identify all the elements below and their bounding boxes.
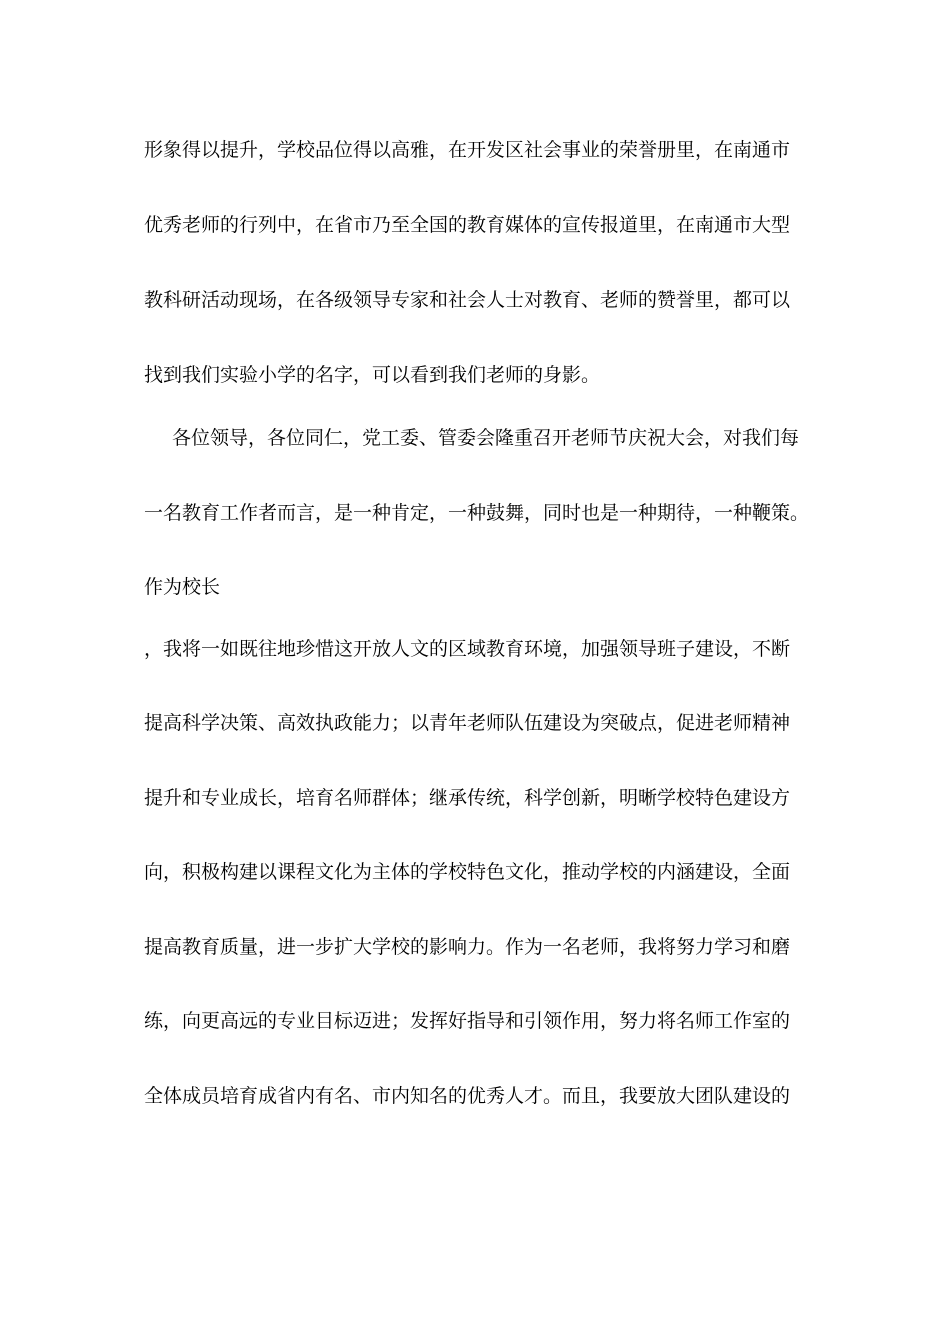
text-line: 提高科学决策、高效执政能力；以青年老师队伍建设为突破点，促进老师精神 <box>144 712 791 734</box>
text-line: 找到我们实验小学的名字，可以看到我们老师的身影。 <box>144 364 601 386</box>
text-line: 作为校长 <box>144 576 221 598</box>
text-line: 练，向更高远的专业目标迈进；发挥好指导和引领作用，努力将名师工作室的 <box>144 1010 791 1032</box>
text-line: 全体成员培育成省内有名、市内知名的优秀人才。而且，我要放大团队建设的 <box>144 1085 791 1107</box>
text-line: 向，积极构建以课程文化为主体的学校特色文化，推动学校的内涵建设，全面 <box>144 861 791 883</box>
text-line: 优秀老师的行列中，在省市乃至全国的教育媒体的宣传报道里，在南通市大型 <box>144 214 791 236</box>
text-line: 提高教育质量，进一步扩大学校的影响力。作为一名老师，我将努力学习和磨 <box>144 936 791 958</box>
paragraph-first-line: 各位领导，各位同仁，党工委、管委会隆重召开老师节庆祝大会，对我们每 <box>172 427 800 449</box>
text-line: ，我将一如既往地珍惜这开放人文的区域教育环境，加强领导班子建设，不断 <box>144 638 791 660</box>
text-line: 形象得以提升，学校品位得以高雅，在开发区社会事业的荣誉册里，在南通市 <box>144 139 791 161</box>
text-line: 提升和专业成长，培育名师群体；继承传统，科学创新，明晰学校特色建设方 <box>144 787 791 809</box>
text-line: 一名教育工作者而言，是一种肯定，一种鼓舞，同时也是一种期待，一种鞭策。 <box>144 502 810 524</box>
text-line: 教科研活动现场，在各级领导专家和社会人士对教育、老师的赞誉里，都可以 <box>144 289 791 311</box>
